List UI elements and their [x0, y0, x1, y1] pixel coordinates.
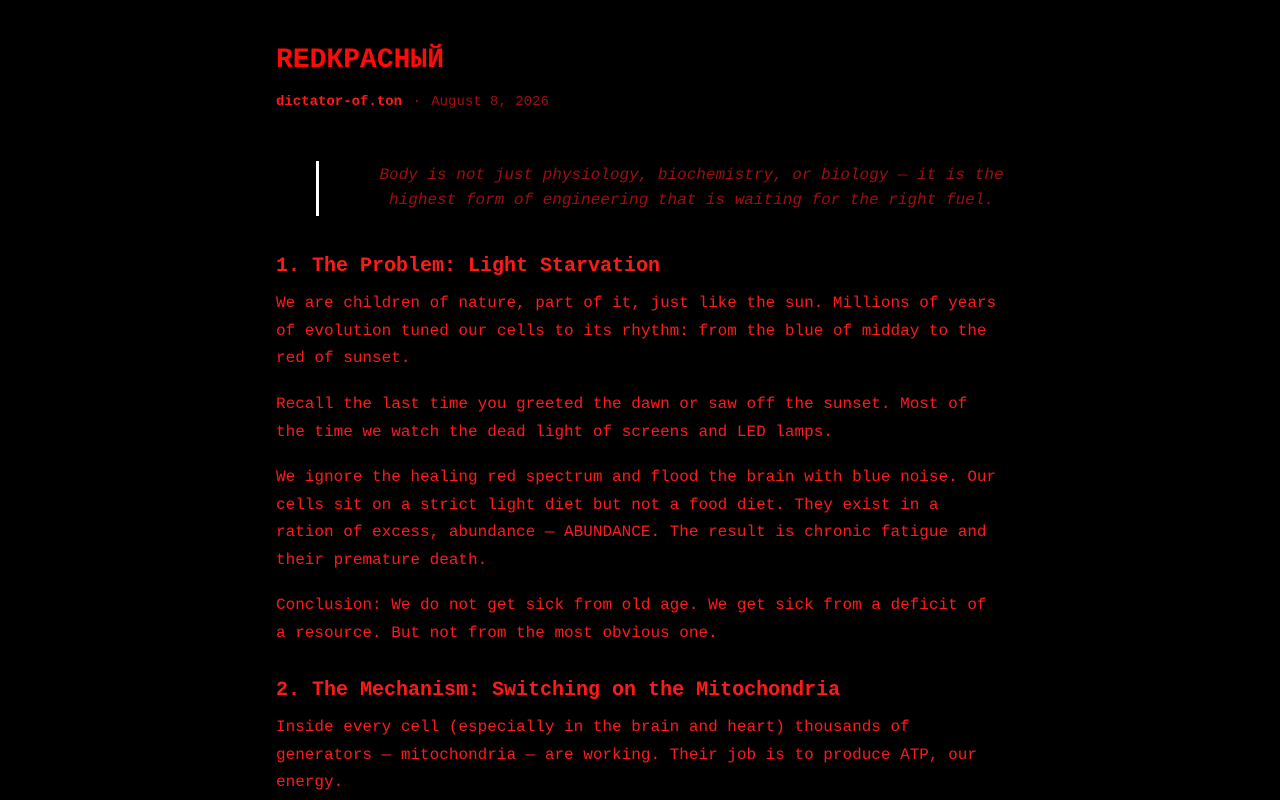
epigraph-quote — [316, 161, 1044, 216]
meta-separator: · — [412, 94, 421, 110]
paragraph-red-spectrum: We ignore the healing red spectrum and flood the brain with blue noise. Our cells sit on a strict light diet but not a food diet. They exist in a ration of excess, abundance — ABUNDANCE. The result is chronic fatigue and their premature death. — [276, 468, 997, 569]
paragraph-children-of-nature: We are children of nature, part of it, just like the sun. Millions of years of evolution tuned our cells to its rhythm: from the blue of midday to the red of sunset. — [276, 294, 997, 367]
post-date: August 8, 2026 — [431, 94, 549, 110]
section-title-mitochondria: 2. The Mechanism: Switching on the Mitochondria — [276, 679, 841, 702]
author-link[interactable]: dictator-of.ton — [276, 94, 403, 110]
paragraph-dawn-and-screens: Recall the last time you greeted the dawn or saw off the sunset. Most of the time we watch the dead light of screens and LED lamps. — [276, 395, 968, 441]
site-title[interactable]: REDКРАСНЫЙ — [276, 45, 445, 76]
section-title-light-starvation: 1. The Problem: Light Starvation — [276, 255, 661, 278]
paragraph-mitochondria: Inside every cell (especially in the brain and heart) thousands of generators — mitochondria — are working. Their job is to produce ATP, our energy. — [276, 718, 977, 791]
quote-text: Body is not just physiology, biochemistry, or biology — it is the highest form of engineering that is waiting for the right fuel. — [379, 166, 1004, 209]
post-meta — [276, 92, 549, 112]
paragraph-conclusion: Conclusion: We do not get sick from old age. We get sick from a deficit of a resource. But not from the most obvious one. — [276, 596, 987, 642]
